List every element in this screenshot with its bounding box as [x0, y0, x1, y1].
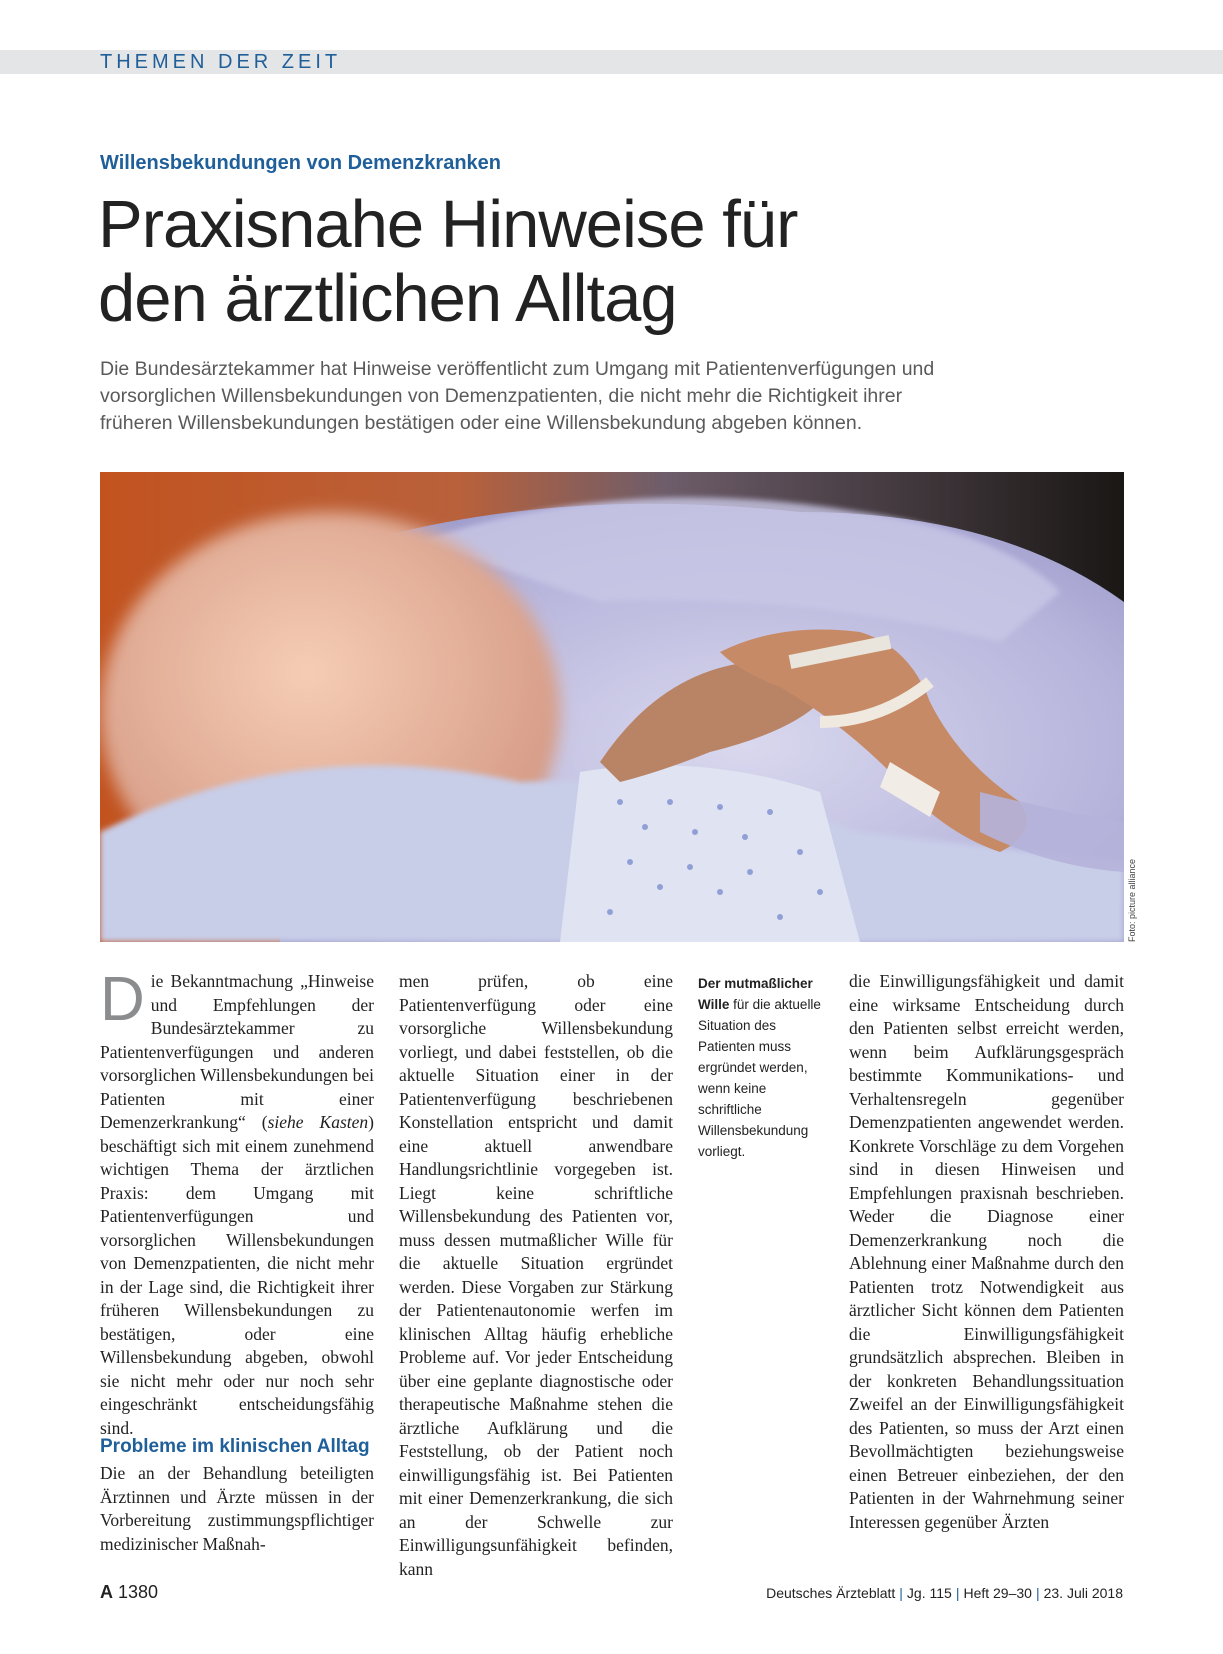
section-title: THEMEN DER ZEIT	[100, 51, 342, 73]
journal-volume: Jg. 115	[906, 1585, 952, 1601]
drop-cap: D	[100, 965, 145, 1034]
body-text-1b: ) beschäftigt sich mit einem zunehmend wichtigen Thema der ärztlichen Praxis: dem Umgang mit Patientenverfügungen und vorsorglichen Willensbekundungen von Demenzpatienten, die nicht mehr in der Lage sind, die Richtigkeit ihrer früheren Willensbekundungen zu bestätigen, oder eine Willensbekundung abgeben, obwohl sie nicht mehr oder nur noch sehr eingeschränkt entscheidungsfähig sind.	[100, 1112, 374, 1438]
page-number	[100, 1582, 158, 1603]
journal-date: 23. Juli 2018	[1043, 1585, 1123, 1601]
body-column-3: die Einwilligungsfähigkeit und damit eine wirksame Entscheidung durch den Patienten selbst erreicht werden, wenn beim Aufklärungsgespräch bestimmte Kommunikations- und Verhaltensregeln gegenüber Demenzpatienten angewendet werden. Konkrete Vorschläge zu dem Vorgehen sind in diesen Hinweisen und Empfehlungen praxisnah beschrieben. Weder die Diagnose einer Demenzerkrankung noch die Ablehnung einer Maßnahme durch den Patienten trotz Notwendigkeit aus ärztlicher Sicht können dem Patienten die Einwilligungsfähigkeit grundsätzlich absprechen. Bleiben in der konkreten Behandlungssituation Zweifel an der Einwilligungsfähigkeit des Patienten, so muss der Arzt einen Bevollmächtigten beziehungsweise einen Betreuer einbeziehen, der den Patienten in der Wahrnehmung seiner Interessen gegenüber Ärzten	[849, 971, 1124, 1532]
page-prefix: A	[100, 1582, 113, 1602]
journal-name: Deutsches Ärzteblatt	[766, 1585, 896, 1601]
journal-issue: Heft 29–30	[963, 1585, 1032, 1601]
headline-line-2: den ärztlichen Alltag	[98, 261, 677, 336]
margin-note-bold: Der mutmaßlicher Wille	[698, 976, 813, 1012]
body-column-1	[100, 965, 374, 1440]
article-photo	[100, 472, 1124, 942]
article-lead: Die Bundesärztekammer hat Hinweise veröffentlicht zum Umgang mit Patientenverfügungen und vorsorglichen Willensbekundungen von Demenzpatienten, die nicht mehr die Richtigkeit ihrer früheren Willensbekundungen bestätigen oder eine Willensbekundung abgeben können.	[100, 358, 935, 434]
body-italic-reference: siehe Kasten	[267, 1112, 369, 1132]
article-headline	[98, 188, 797, 336]
headline-line-1: Praxisnahe Hinweise für	[98, 187, 798, 262]
patient-photo-illustration	[100, 472, 1124, 942]
body-text-1: ie Bekanntmachung „Hinweise und Empfehlungen der Bundesärztekammer zu Patientenverfügungen und anderen vorsorglichen Willensbekundungen bei Patienten mit einer Demenzerkrankung“ (	[100, 971, 374, 1132]
margin-note	[698, 973, 828, 1162]
subheading: Probleme im klinischen Alltag	[100, 1436, 370, 1457]
margin-note-text: für die aktuelle Situation des Patienten muss ergründet werden, wenn keine schriftliche Willensbekundung vorliegt.	[698, 997, 821, 1159]
journal-info: Deutsches Ärzteblatt | Jg. 115 | Heft 29–30 | 23. Juli 2018	[766, 1585, 1123, 1601]
photo-credit: Foto: picture alliance	[1127, 858, 1137, 942]
article-kicker: Willensbekundungen von Demenzkranken	[100, 152, 502, 174]
body-column-1-continued: Die an der Behandlung beteiligten Ärztinnen und Ärzte müssen in der Vorbereitung zustimmungspflichtiger medizinischer Maßnah-	[100, 1463, 374, 1554]
page-number-value: 1380	[118, 1582, 159, 1602]
body-column-2: men prüfen, ob eine Patientenverfügung oder eine vorsorgliche Willensbekundung vorliegt, und dabei feststellen, ob die aktuelle Situation einer in der Patientenverfügung beschriebenen Konstellation entspricht und damit eine aktuell anwendbare Handlungsrichtlinie vorgegeben ist. Liegt keine schriftliche Willensbekundung des Patienten vor, muss dessen mutmaßlicher Wille für die aktuelle Situation ergründet werden. Diese Vorgaben zur Stärkung der Patientenautonomie werfen im klinischen Alltag häufig erhebliche Probleme auf. Vor jeder Entscheidung über eine geplante diagnostische oder therapeutische Maßnahme stehen die ärztliche Aufklärung und die Feststellung, ob der Patient noch einwilligungsfähig ist. Bei Patienten mit einer Demenzerkrankung, die sich an der Schwelle zur Einwilligungsunfähigkeit befinden, kann	[399, 971, 673, 1579]
